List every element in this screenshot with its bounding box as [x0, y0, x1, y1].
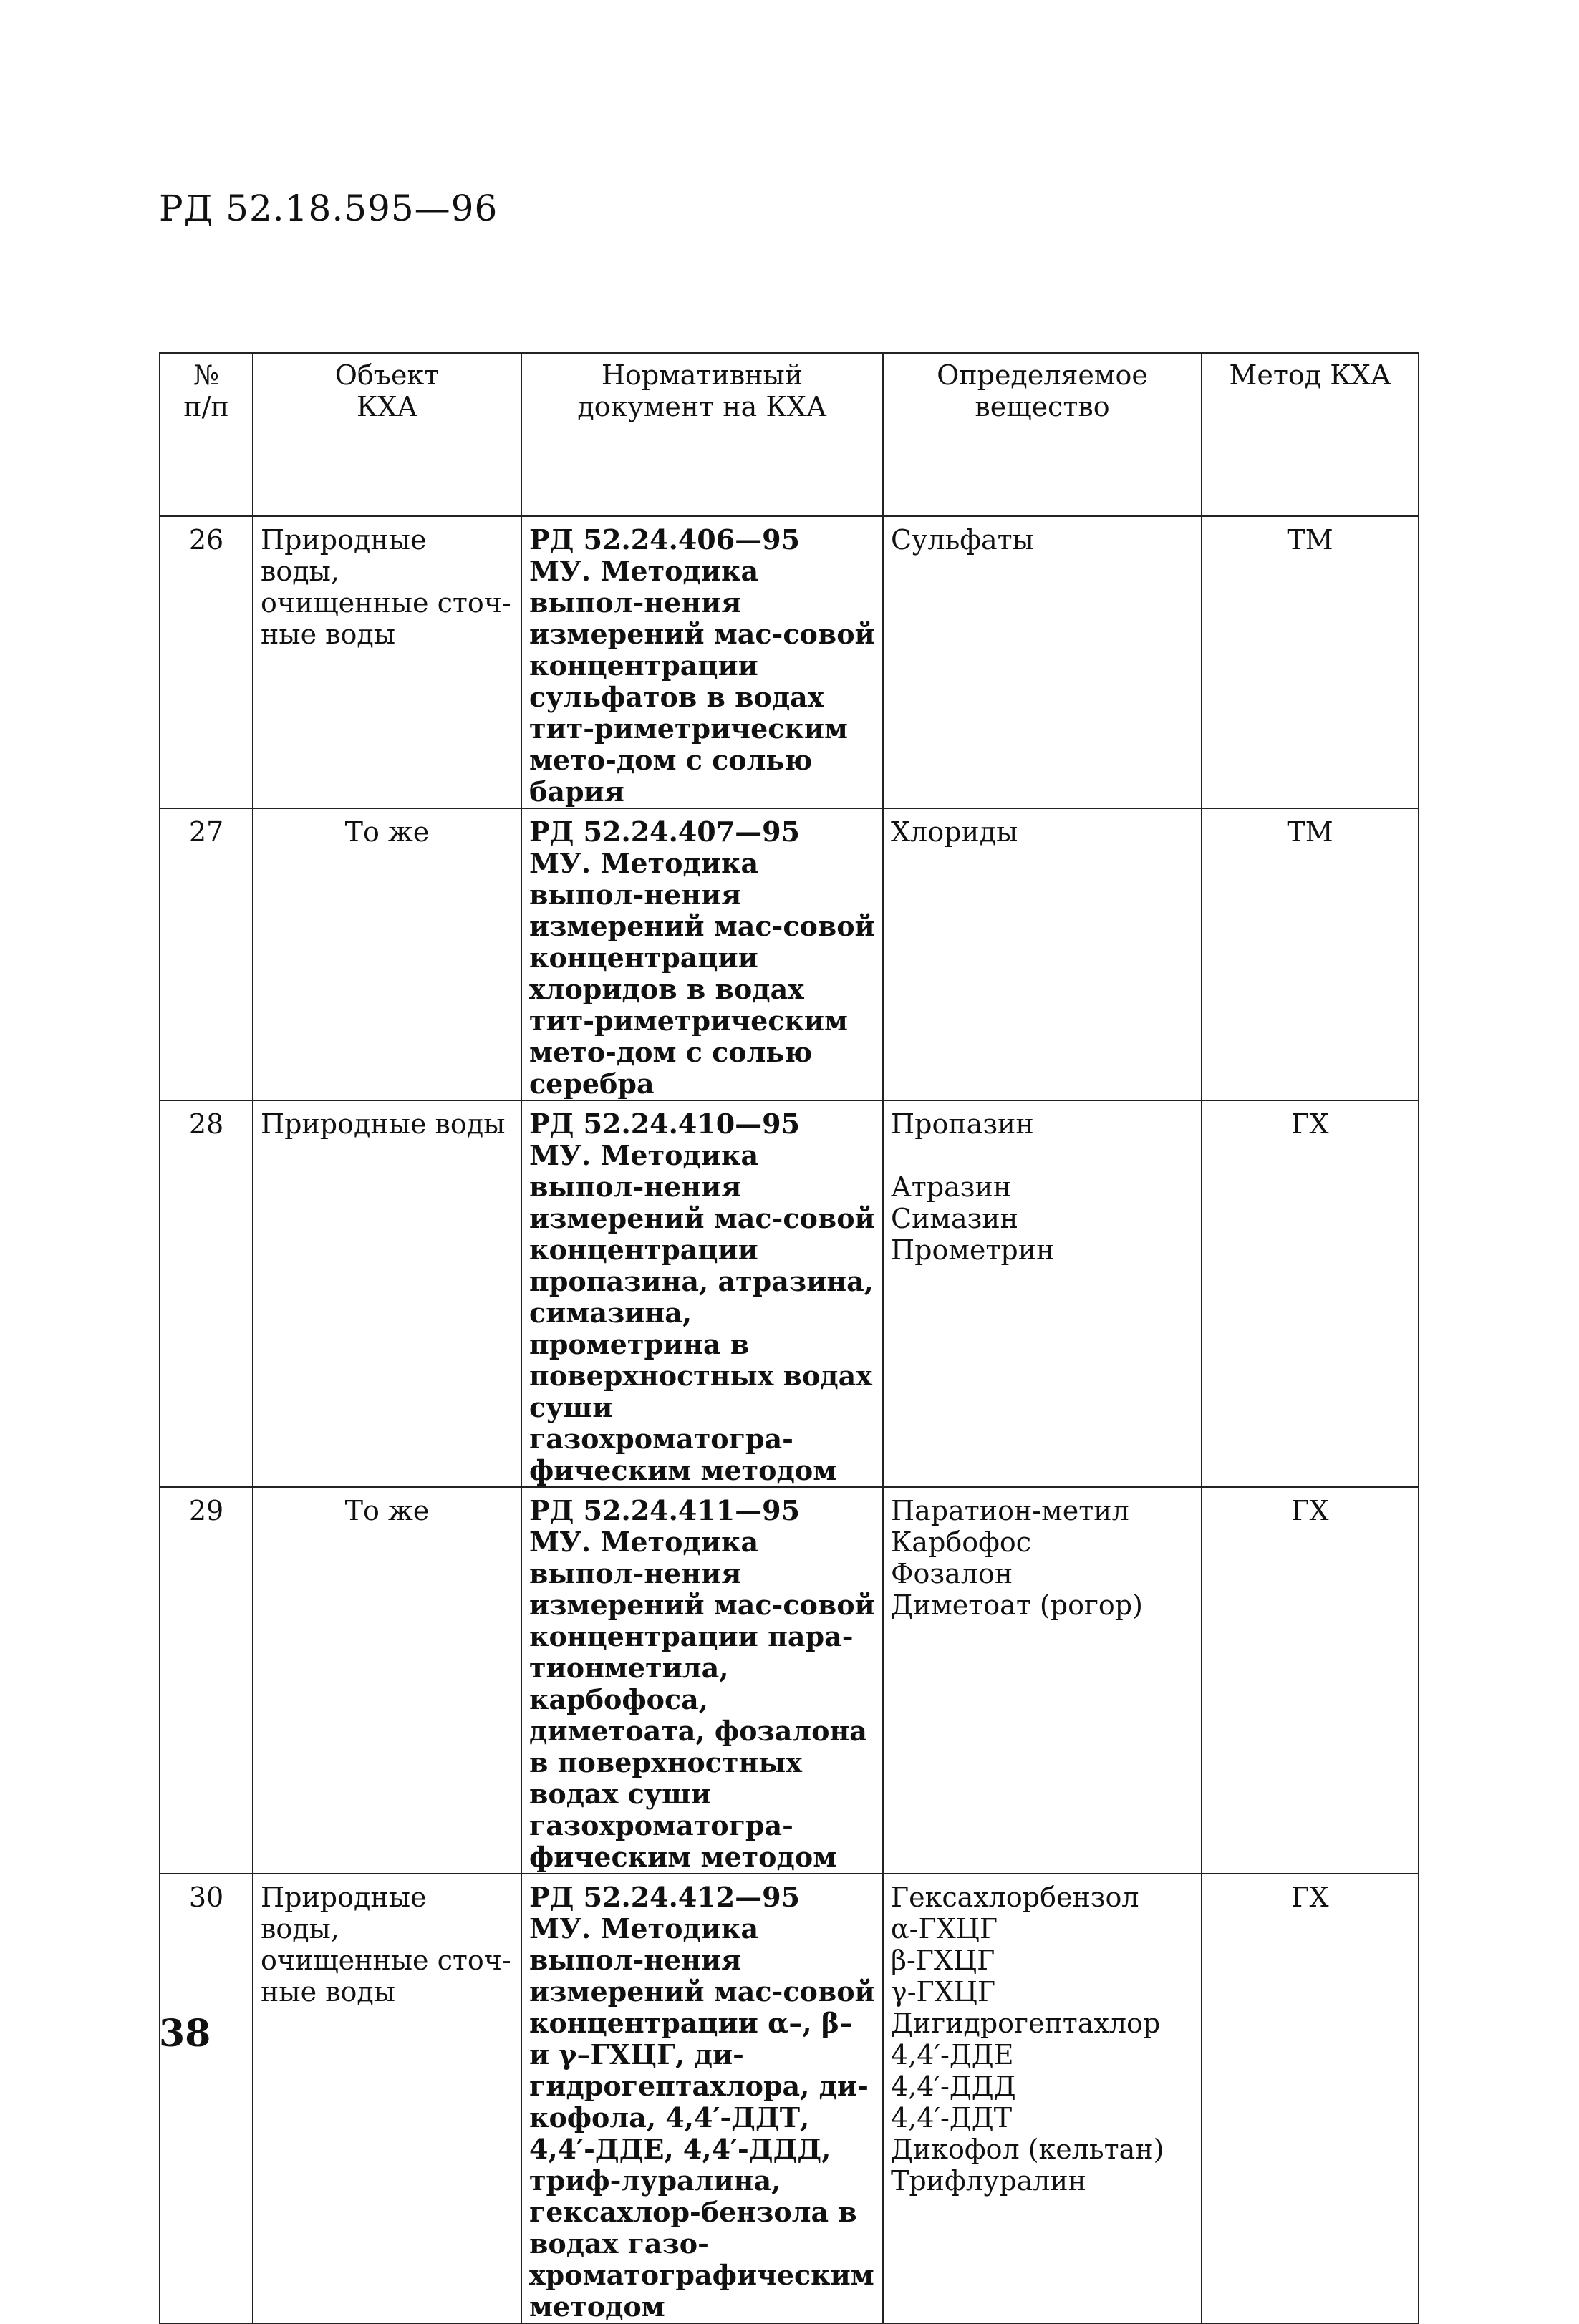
page-header: РД 52.18.595—96: [159, 188, 498, 229]
document-title: МУ. Методика выпол-нения измерений мас-совой концентрации хлоридов в водах тит-риметрическим мето-дом с солью серебра: [529, 847, 875, 1100]
document-code: РД 52.24.410—95: [529, 1108, 801, 1140]
column-header-method: [1202, 353, 1419, 516]
table-row: [160, 1487, 1419, 1874]
substance-item: β-ГХЦГ: [891, 1945, 995, 1976]
row-substances: [883, 1874, 1202, 2323]
substance-item: Диметоат (рогор): [891, 1589, 1143, 1621]
document-code: РД 52.24.411—95: [529, 1494, 801, 1526]
document-title: МУ. Методика выпол-нения измерений мас-совой концентрации пара-тионметила, карбофоса, диметоата, фозалона в поверхностных водах суши газохроматогра-фическим методом: [529, 1526, 875, 1873]
column-header-document: [521, 353, 883, 516]
row-document: [521, 1874, 883, 2323]
substance-item: Паратион-метил: [891, 1495, 1129, 1526]
column-header-object: [253, 353, 521, 516]
kxa-methods-table: [159, 352, 1419, 2324]
row-number: 26: [160, 516, 253, 808]
substance-item: 4,4′-ДДД: [891, 2071, 1016, 2102]
row-number: 29: [160, 1487, 253, 1874]
substance-item: 4,4′-ДДТ: [891, 2102, 1013, 2134]
row-number: 27: [160, 808, 253, 1100]
substance-item: Прометрин: [891, 1234, 1055, 1266]
row-substances: [883, 808, 1202, 1100]
document-title: МУ. Методика выпол-нения измерений мас-совой концентрации α–, β– и γ–ГХЦГ, ди-гидрогептахлора, ди-кофола, 4,4′-ДДТ, 4,4′-ДДЕ, 4,4′-ДДД, триф-луралина, гексахлор-бензола в водах газо-хроматографическим методом: [529, 1912, 875, 2323]
substance-item: Хлориды: [891, 816, 1018, 848]
table-row: [160, 516, 1419, 808]
substance-item: Гексахлорбензол: [891, 1882, 1139, 1913]
row-document: [521, 1487, 883, 1874]
row-document: [521, 808, 883, 1100]
substance-item: Дикофол (кельтан): [891, 2134, 1164, 2165]
row-method: ГХ: [1202, 1874, 1419, 2323]
row-object: Природные воды, очищенные сточ-ные воды: [253, 516, 521, 808]
row-method: ТМ: [1202, 516, 1419, 808]
row-substances: [883, 1100, 1202, 1487]
table-row: [160, 1874, 1419, 2323]
column-header-substance: [883, 353, 1202, 516]
column-header-line: вещество: [975, 391, 1110, 422]
document-code: РД 52.24.407—95: [529, 815, 801, 848]
column-header-line: Нормативный: [601, 359, 803, 391]
column-header-line: №: [193, 359, 219, 391]
row-object: Природные воды: [253, 1100, 521, 1487]
row-document: [521, 516, 883, 808]
column-header-number: [160, 353, 253, 516]
substance-item: γ-ГХЦГ: [891, 1976, 996, 2008]
substance-item: Пропазин: [891, 1108, 1034, 1140]
substance-item: Атразин: [891, 1171, 1012, 1203]
substance-item: Трифлуралин: [891, 2165, 1087, 2197]
table-row: [160, 808, 1419, 1100]
substance-item: Карбофос: [891, 1526, 1032, 1558]
substance-item: Дигидрогептахлор: [891, 2008, 1161, 2039]
row-object: Природные воды, очищенные сточ-ные воды: [253, 1874, 521, 2323]
row-number: 28: [160, 1100, 253, 1487]
row-substances: [883, 516, 1202, 808]
row-method: ГХ: [1202, 1100, 1419, 1487]
substance-gap: [891, 1140, 1194, 1171]
document-code: РД 52.24.406—95: [529, 523, 801, 556]
row-method: ТМ: [1202, 808, 1419, 1100]
row-document: [521, 1100, 883, 1487]
column-header-line: КХА: [356, 391, 418, 422]
column-header-line: документ на КХА: [577, 391, 827, 422]
column-header-line: п/п: [183, 391, 229, 422]
row-object: То же: [253, 808, 521, 1100]
substance-item: Фозалон: [891, 1558, 1013, 1589]
row-substances: [883, 1487, 1202, 1874]
row-method: ГХ: [1202, 1487, 1419, 1874]
column-header-line: Объект: [334, 359, 440, 391]
table-header-row: [160, 353, 1419, 516]
page-number: 38: [159, 2012, 211, 2056]
column-header-line: Определяемое: [937, 359, 1148, 391]
table-row: [160, 1100, 1419, 1487]
document-title: МУ. Методика выпол-нения измерений мас-совой концентрации пропазина, атразина, симазина, прометрина в поверхностных водах суши газохроматогра-фическим методом: [529, 1139, 875, 1486]
document-title: МУ. Методика выпол-нения измерений мас-совой концентрации сульфатов в водах тит-риметрическим мето-дом с солью бария: [529, 555, 875, 808]
substance-item: α-ГХЦГ: [891, 1913, 998, 1945]
row-number: 30: [160, 1874, 253, 2323]
row-object: То же: [253, 1487, 521, 1874]
substance-item: Сульфаты: [891, 524, 1034, 556]
substance-item: 4,4′-ДДЕ: [891, 2039, 1014, 2071]
column-header-line: Метод КХА: [1229, 359, 1391, 391]
document-code: РД 52.24.412—95: [529, 1881, 801, 1913]
substance-item: Симазин: [891, 1203, 1018, 1234]
